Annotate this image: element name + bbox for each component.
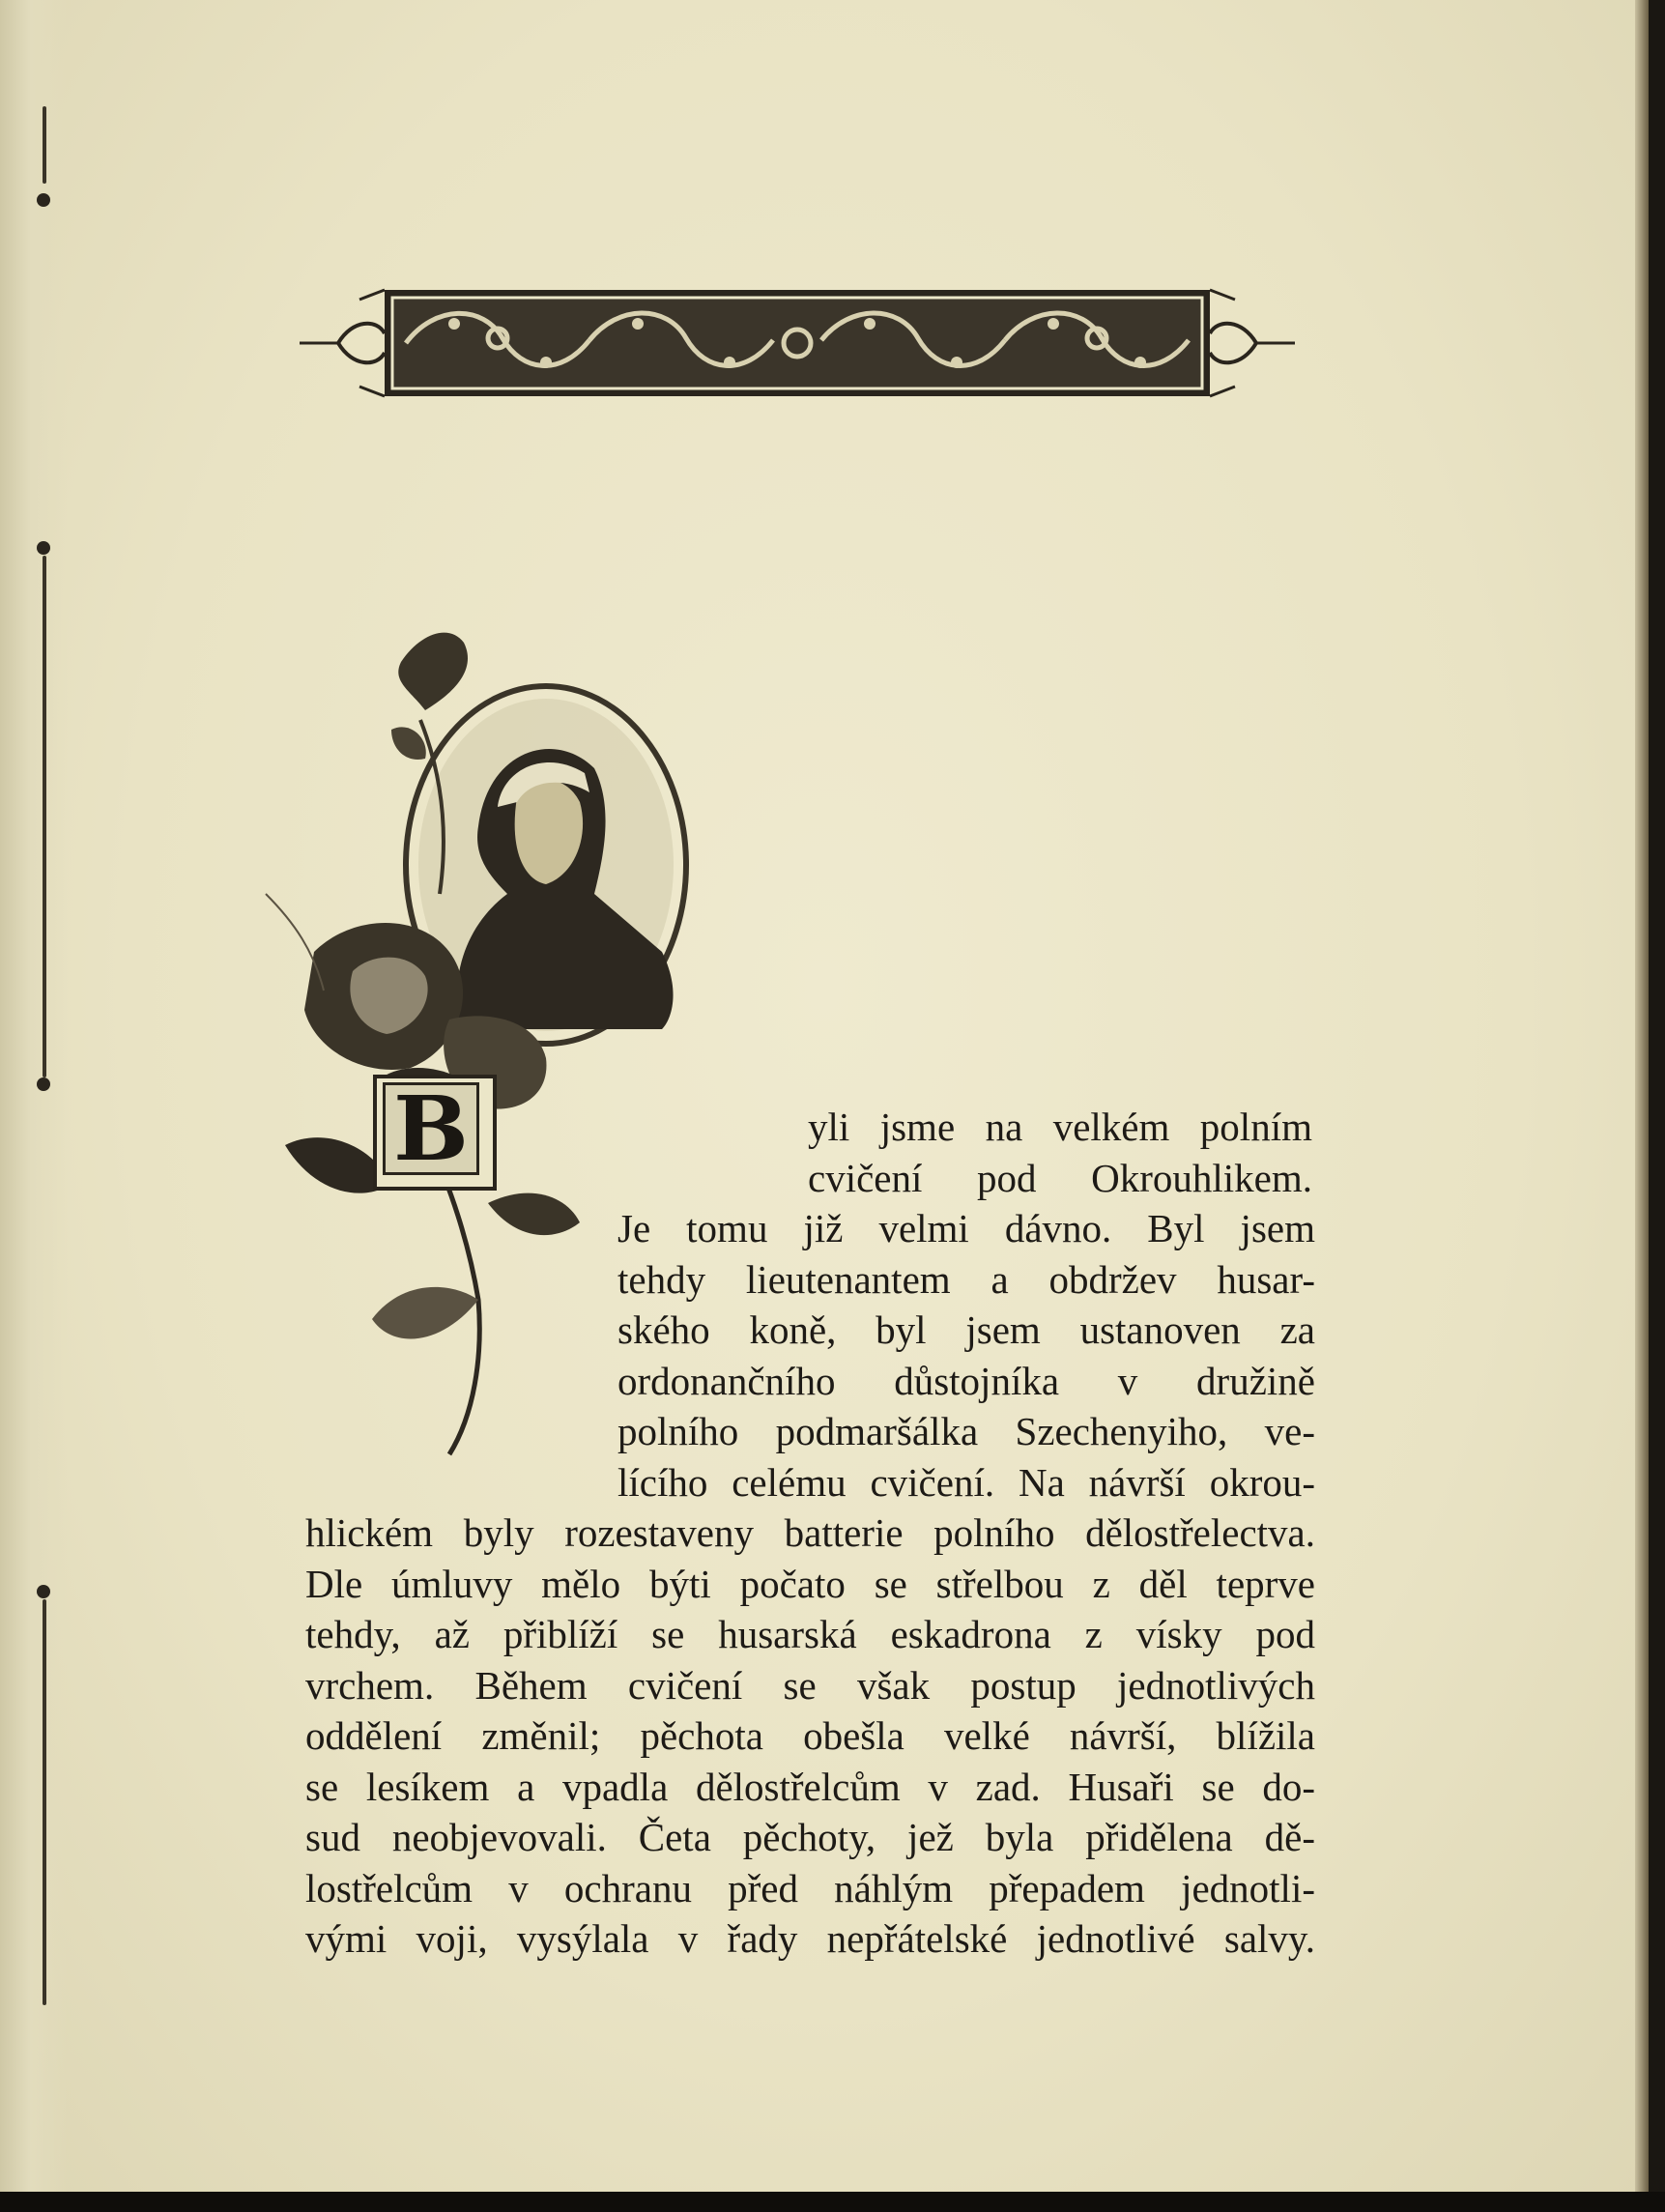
text-line: Je tomu již velmi dávno. Byl jsem [617,1206,1315,1250]
page-bottom-edge [0,2192,1665,2212]
binding-mark [43,556,46,1077]
body-text [305,1102,1315,1965]
text-line: polního podmaršálka Szechenyiho, ve- [617,1409,1315,1453]
text-line: oddělení změnil; pěchota obešla velké návrší, blížila [305,1713,1315,1758]
text-line: tehdy, až přiblíží se husarská eskadrona z vísky pod [305,1612,1315,1656]
text-line: sud neobjevovali. Četa pěchoty, jež byla přidělena dě- [305,1815,1315,1859]
text-line: lícího celému cvičení. Na návrší okrou- [617,1459,1315,1505]
binding-mark [37,193,50,207]
drop-cap-letter: B [393,1077,469,1181]
text-line: yli jsme na velkém polním [808,1105,1312,1149]
text-line: lostřelcům v ochranu před náhlým přepadem jednotli- [305,1865,1315,1910]
page-edge [1635,0,1649,2192]
binding-mark [37,541,50,555]
text-line: cvičení pod Okrouhlikem. [808,1155,1312,1200]
text-line: tehdy lieutenantem a obdržev husar- [617,1256,1315,1302]
text-line: vými voji, vysýlala v řady nepřátelské jednotlivé salvy. [305,1916,1315,1961]
ornamental-headpiece [300,280,1295,406]
text-line: ordonančního důstojníka v družině [617,1358,1315,1403]
binding-mark [43,1599,46,2005]
text-line: hlickém byly rozestaveny batterie polního dělostřelectva. [305,1510,1315,1555]
binding-mark [43,106,46,184]
binding-shadow [0,0,68,2192]
text-line: Dle úmluvy mělo býti počato se střelbou z děl teprve [305,1561,1315,1606]
binding-mark [37,1077,50,1091]
text-line: se lesíkem a vpadla dělostřelcům v zad. Husaři se do- [305,1764,1315,1809]
binding-mark [37,1585,50,1598]
text-line: vrchem. Během cvičení se však postup jednotlivých [305,1662,1315,1708]
text-line: ského koně, byl jsem ustanoven za [617,1307,1315,1352]
